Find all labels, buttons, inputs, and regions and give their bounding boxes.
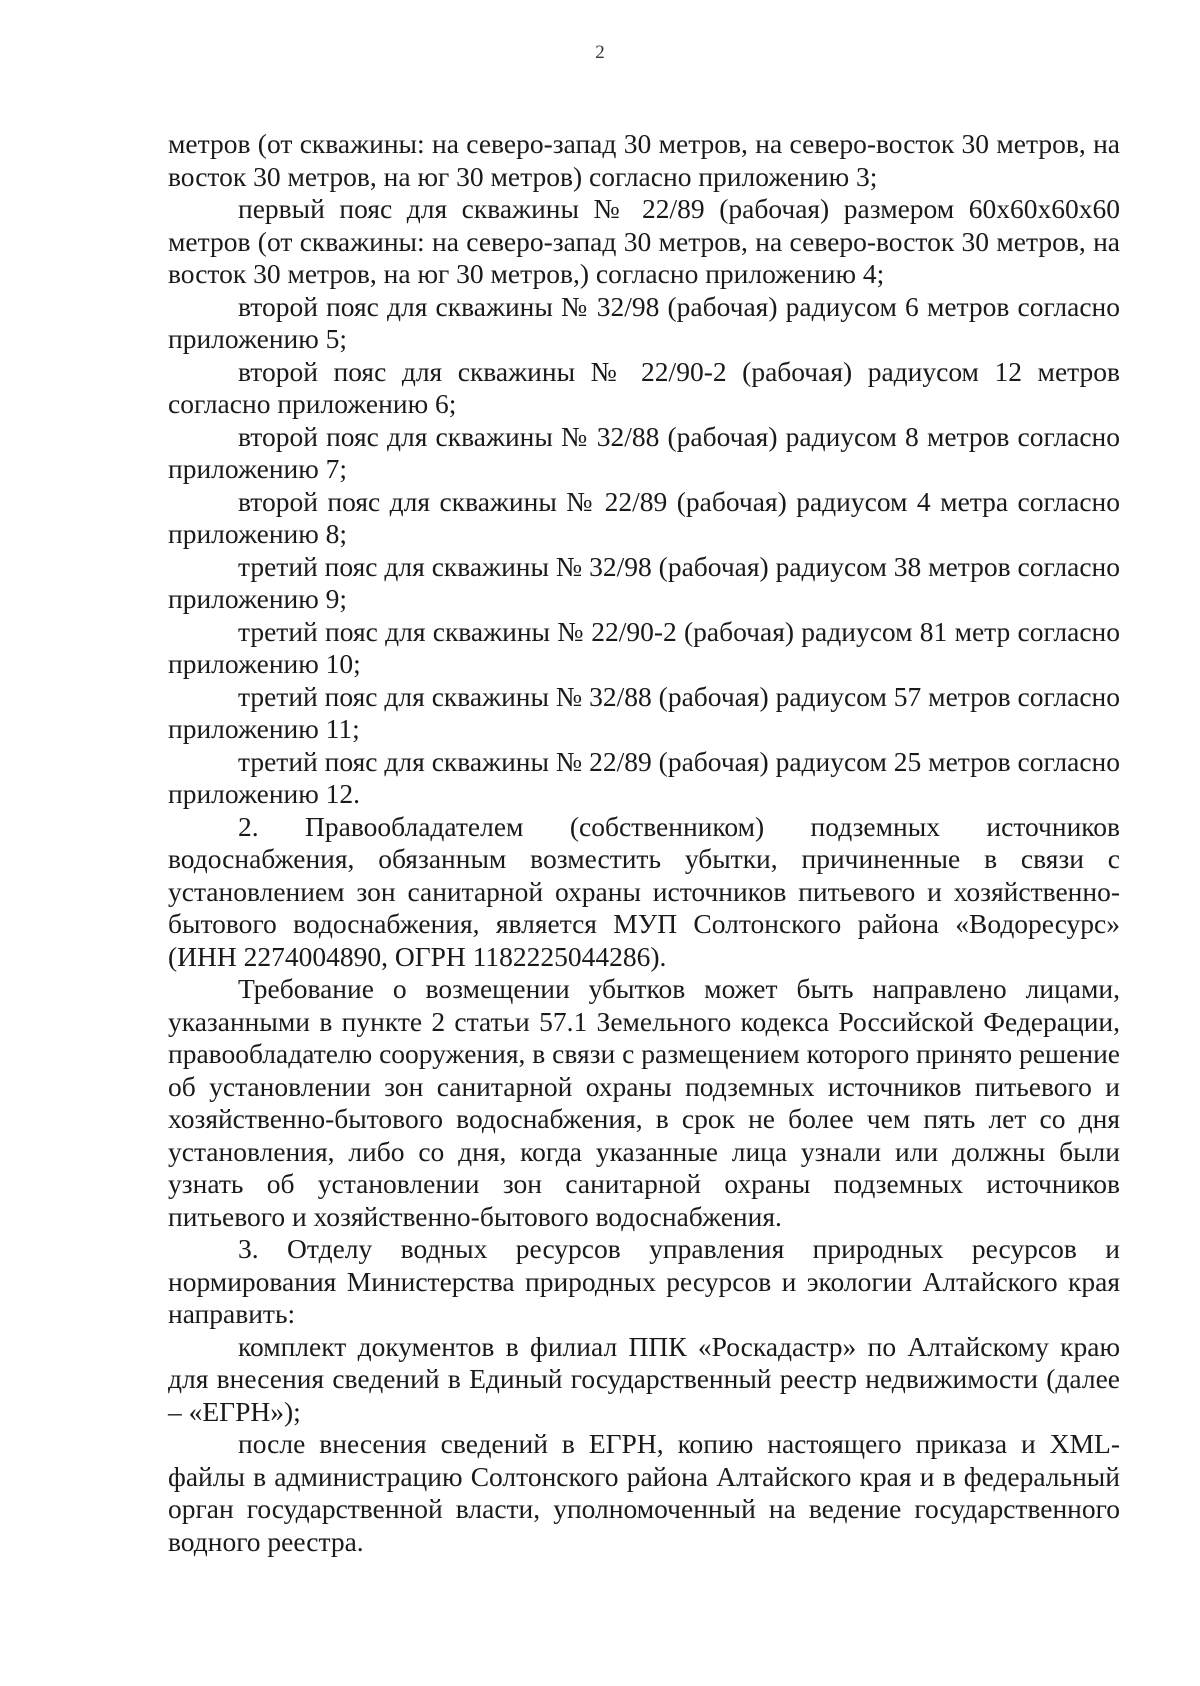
paragraph-after-egrn: после внесения сведений в ЕГРН, копию настоящего приказа и XML-файлы в администрацию Солтонского района Алтайского края и в федеральный орган государственной власти, уполномоченный на ведение государственного водного реестра. (168, 1428, 1120, 1557)
paragraph-third-zone-22-90-2: третий пояс для скважины № 22/90-2 (рабочая) радиусом 81 метр согласно приложению 10; (168, 615, 1120, 679)
document-body (168, 128, 1120, 1558)
paragraph-continuation: метров (от скважины: на северо-запад 30 метров, на северо-восток 30 метров, на восток 30 метров, на юг 30 метров) согласно приложению 3; (168, 128, 1120, 192)
page-number: 2 (595, 42, 605, 63)
paragraph-documents-roskadastr: комплект документов в филиал ППК «Роскадастр» по Алтайскому краю для внесения сведений в Единый государственный реестр недвижимости (далее – «ЕГРН»); (168, 1330, 1120, 1427)
paragraph-third-zone-32-88: третий пояс для скважины № 32/88 (рабочая) радиусом 57 метров согласно приложению 11; (168, 680, 1120, 744)
paragraph-second-zone-32-98: второй пояс для скважины № 32/98 (рабочая) радиусом 6 метров согласно приложению 5; (168, 290, 1120, 354)
paragraph-second-zone-32-88: второй пояс для скважины № 32/88 (рабочая) радиусом 8 метров согласно приложению 7; (168, 420, 1120, 484)
paragraph-second-zone-22-89: второй пояс для скважины № 22/89 (рабочая) радиусом 4 метра согласно приложению 8; (168, 485, 1120, 549)
paragraph-compensation-claim: Требование о возмещении убытков может быть направлено лицами, указанными в пункте 2 статьи 57.1 Земельного кодекса Российской Федерации, правообладателю сооружения, в связи с размещением которого принято решение об установлении зон санитарной охраны подземных источников питьевого и хозяйственно-бытового водоснабжения, в срок не более чем пять лет со дня установления, либо со дня, когда указанные лица узнали или должны были узнать об установлении зон санитарной охраны подземных источников питьевого и хозяйственно-бытового водоснабжения. (168, 973, 1120, 1232)
paragraph-third-zone-32-98: третий пояс для скважины № 32/98 (рабочая) радиусом 38 метров согласно приложению 9; (168, 550, 1120, 614)
paragraph-item-2-rightholder: 2. Правообладателем (собственником) подземных источников водоснабжения, обязанным возместить убытки, причиненные в связи с установлением зон санитарной охраны источников питьевого и хозяйственно-бытового водоснабжения, является МУП Солтонского района «Водоресурс» (ИНН 2274004890, ОГРН 1182225044286). (168, 810, 1120, 972)
paragraph-item-3-department: 3. Отделу водных ресурсов управления природных ресурсов и нормирования Министерства природных ресурсов и экологии Алтайского края направить: (168, 1233, 1120, 1329)
paragraph-first-zone-22-89: первый пояс для скважины № 22/89 (рабочая) размером 60х60х60х60 метров (от скважины: на северо-запад 30 метров, на северо-восток 30 метров, на восток 30 метров, на юг 30 метров,) согласно приложению 4; (168, 193, 1120, 289)
paragraph-third-zone-22-89: третий пояс для скважины № 22/89 (рабочая) радиусом 25 метров согласно приложению 12. (168, 745, 1120, 809)
paragraph-second-zone-22-90-2: второй пояс для скважины № 22/90-2 (рабочая) радиусом 12 метров согласно приложению 6; (168, 355, 1120, 419)
